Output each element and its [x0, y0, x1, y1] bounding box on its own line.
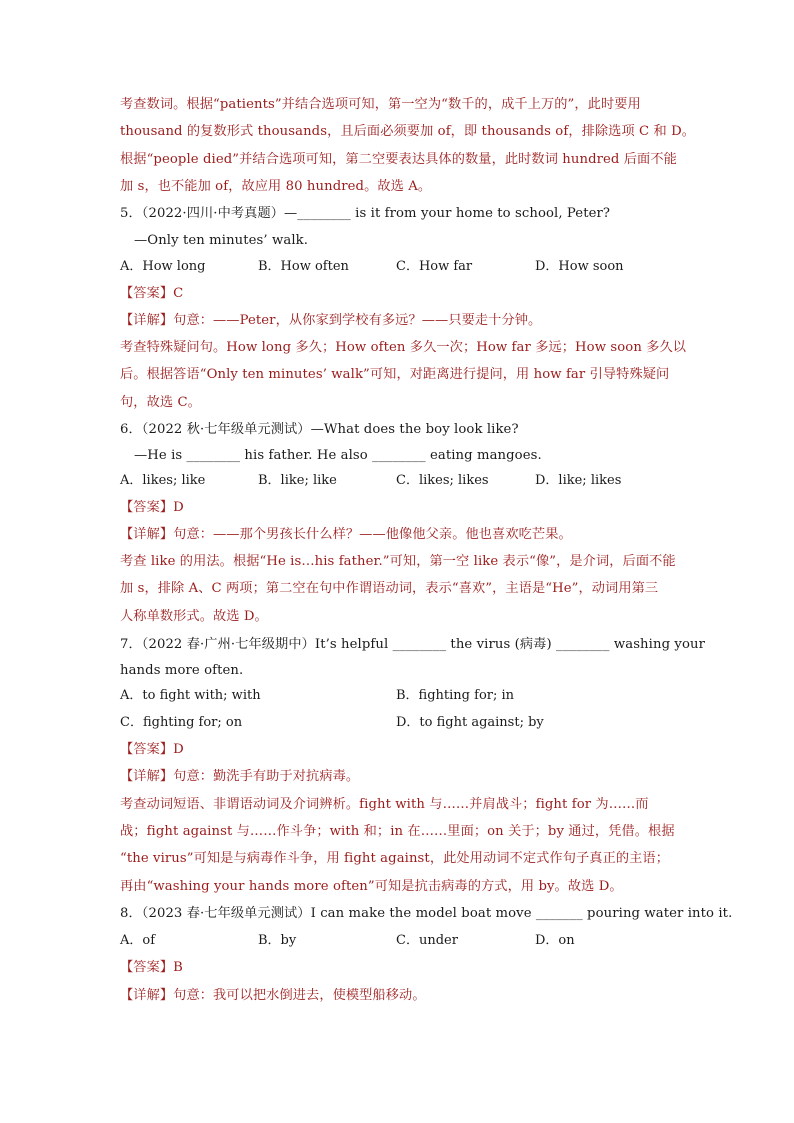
answer-value: D [173, 500, 184, 515]
explanation-line: thousand 的复数形式 thousands，且后面必须要加 of，即 thousands of，排除选项 C 和 D。 [120, 124, 696, 139]
detail-text: 句意：——那个男孩长什么样？——他像他父亲。他也喜欢吃芒果。 [173, 527, 572, 542]
answer-value: D [173, 742, 184, 757]
explanation-line: 考查数词。根据“patients”并结合选项可知，第一空为“数千的，成千上万的”，此时要用 [120, 97, 641, 112]
detail-tag: 【详解】 [120, 988, 174, 1003]
explanation-line: 人称单数形式。故选 D。 [120, 609, 268, 624]
answer-tag: 【答案】 [120, 742, 174, 757]
detail-tag: 【详解】 [120, 313, 174, 328]
question-5-option-b: B．How often [258, 259, 349, 274]
question-6-option-a: A．likes; like [120, 473, 206, 488]
question-7-answer [120, 741, 184, 759]
detail-text: 句意：勤洗手有助于对抗病毒。 [173, 769, 360, 784]
question-7-stem: 7．（2022 春·广州·七年级期中）It’s helpful ________ the virus (病毒) ________ washing your [120, 637, 705, 652]
detail-tag: 【详解】 [120, 527, 174, 542]
explanation-line: 加 s，排除 A、C 两项；第二空在句中作谓语动词，表示“喜欢”，主语是“He”，动词用第三 [120, 581, 659, 596]
explanation-line: 考查动词短语、非谓语动词及介词辨析。fight with 与……并肩战斗；fight for 为……而 [120, 797, 649, 812]
question-8-option-a: A．of [120, 933, 156, 948]
answer-tag: 【答案】 [120, 960, 174, 975]
question-8-answer [120, 959, 183, 977]
question-5-answer [120, 285, 183, 303]
explanation-line: 句，故选 C。 [120, 395, 201, 410]
question-7-option-d: D．to fight against; by [396, 715, 544, 730]
question-7-option-b: B．fighting for; in [396, 688, 515, 703]
question-7-detail [120, 768, 359, 786]
question-8-detail [120, 987, 426, 1005]
question-6-option-c: C．likes; likes [396, 473, 489, 488]
question-5-option-d: D．How soon [535, 259, 624, 274]
question-5-detail [120, 312, 541, 330]
answer-value: B [173, 960, 183, 975]
explanation-line: 根据“people died”并结合选项可知，第二空要表达具体的数量，此时数词 hundred 后面不能 [120, 152, 677, 167]
answer-tag: 【答案】 [120, 286, 174, 301]
question-7-stem-cont: hands more often. [120, 663, 244, 678]
question-5-option-c: C．How far [396, 259, 473, 274]
explanation-line: “the virus”可知是与病毒作斗争，用 fight against，此处用动词不定式作句子真正的主语； [120, 851, 670, 866]
explanation-line: 考查 like 的用法。根据“He is…his father.”可知，第一空 like 表示“像”，是介词，后面不能 [120, 554, 676, 569]
question-8-stem: 8．（2023 春·七年级单元测试）I can make the model boat move _______ pouring water into it. [120, 906, 733, 921]
question-6-detail [120, 526, 572, 544]
question-5-stem-reply: —Only ten minutes’ walk. [134, 233, 309, 248]
explanation-line: 加 s，也不能加 of，故应用 80 hundred。故选 A。 [120, 179, 432, 194]
question-7-option-a: A．to fight with; with [120, 688, 261, 703]
explanation-line: 战；fight against 与……作斗争；with 和；in 在……里面；on 关于；by 通过，凭借。根据 [120, 824, 675, 839]
answer-value: C [173, 286, 184, 301]
question-5-option-a: A．How long [120, 259, 206, 274]
question-5-stem: 5．（2022·四川·中考真题）—________ is it from your home to school, Peter? [120, 206, 611, 221]
explanation-line: 再由“washing your hands more often”可知是抗击病毒的方式，用 by。故选 D。 [120, 879, 623, 894]
question-6-option-d: D．like; likes [535, 473, 622, 488]
question-7-option-c: C．fighting for; on [120, 715, 243, 730]
explanation-line: 后。根据答语“Only ten minutes’ walk”可知，对距离进行提问，用 how far 引导特殊疑问 [120, 367, 670, 382]
detail-text: 句意：——Peter，从你家到学校有多远？——只要走十分钟。 [173, 313, 542, 328]
question-6-stem-reply: —He is ________ his father. He also ________ eating mangoes. [134, 448, 542, 463]
answer-tag: 【答案】 [120, 500, 174, 515]
question-8-option-d: D．on [535, 933, 575, 948]
question-6-answer [120, 499, 184, 517]
detail-tag: 【详解】 [120, 769, 174, 784]
detail-text: 句意：我可以把水倒进去，使模型船移动。 [173, 988, 426, 1003]
question-8-option-c: C．under [396, 933, 458, 948]
question-8-option-b: B．by [258, 933, 297, 948]
question-6-option-b: B．like; like [258, 473, 337, 488]
question-6-stem: 6．（2022 秋·七年级单元测试）—What does the boy look like? [120, 422, 519, 437]
explanation-line: 考查特殊疑问句。How long 多久；How often 多久一次；How far 多远；How soon 多久以 [120, 340, 687, 355]
